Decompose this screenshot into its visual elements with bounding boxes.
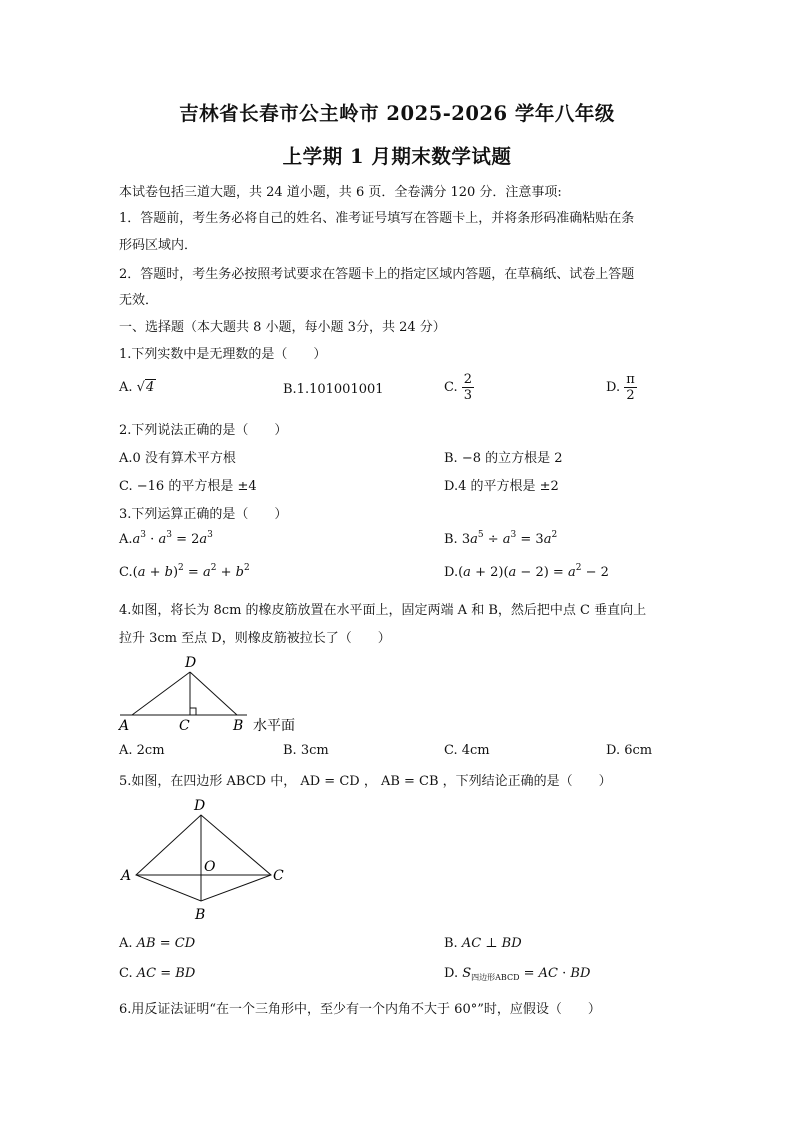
q1-option-c-label: C.: [444, 380, 458, 395]
q4-label-c: C: [179, 718, 190, 734]
q3-option-c: $C.(a + b)^2 = a^2 + b^2$: [119, 563, 250, 580]
q5-option-a-label: A.: [119, 936, 133, 951]
instructions-note-2-line-1: 2．答题时，考生务必按照考试要求在答题卡上的指定区域内答题，在草稿纸、试卷上答题: [119, 267, 635, 282]
q1-option-a: [119, 380, 156, 395]
q5-option-b-label: B.: [444, 936, 458, 951]
q5-label-o: O: [204, 859, 216, 875]
q5-option-d-label: D.: [444, 966, 459, 981]
q5-option-c: C. AC = BD: [119, 966, 196, 981]
q1-option-a-label: A.: [119, 380, 133, 395]
q1-option-a-sqrt: √4: [136, 380, 155, 395]
q5-figure: [112, 795, 292, 925]
q1-stem: 1.下列实数中是无理数的是（ ）: [119, 347, 327, 362]
title-line-1: 吉林省长春市公主岭市 2025-2026 学年八年级: [179, 102, 615, 125]
q1-option-d-fraction: [624, 372, 637, 403]
q3-option-c-label: C.: [119, 565, 133, 580]
q5-label-b: B: [195, 907, 206, 923]
section-1-heading: 一、选择题（本大题共 8 小题，每小题 3分，共 24 分）: [119, 320, 446, 335]
q4-label-d: D: [185, 655, 197, 671]
q1-option-d-denominator: 2: [626, 388, 635, 403]
q1-option-c-denominator: 3: [463, 388, 473, 403]
q5-stem: 5.如图，在四边形 ABCD 中， AD = CD ， AB = CB ，下列结论正确的是（ ）: [119, 774, 612, 789]
q3-option-d-label: D.: [444, 565, 459, 580]
q3-option-b: B. $3a^5 \div a^3 = 3a^2$: [444, 530, 558, 547]
q3-option-d: $D.(a + 2)(a - 2) = a^2 - 2$: [444, 563, 609, 580]
q5-option-d-subscript: 四边形ABCD: [471, 973, 520, 982]
q3-option-b-label: B.: [444, 532, 458, 547]
q3-option-a: $A.a^3 \cdot a^3 = 2a^3$: [119, 530, 213, 547]
q5-label-d: D: [194, 798, 206, 814]
q4-option-b: B. 3cm: [283, 743, 329, 758]
q5-option-a: A. AB = CD: [119, 936, 196, 951]
q4-segment-ad: [132, 672, 190, 715]
q4-right-angle-mark: [190, 708, 196, 715]
q4-label-b: B: [233, 718, 244, 734]
q1-option-d-label: D.: [606, 380, 621, 395]
q4-figure: [112, 652, 322, 734]
q5-quadrilateral: [136, 815, 271, 901]
q5-option-c-label: C.: [119, 966, 133, 981]
q4-option-c: C. 4cm: [444, 743, 490, 758]
instructions-note-1-line-2: 形码区域内．: [119, 238, 198, 253]
q5-label-a: A: [121, 868, 132, 884]
q3-option-a-label: A.: [119, 532, 133, 547]
q4-label-ground: 水平面: [253, 718, 295, 734]
instructions-note-1-line-1: 1．答题前，考生务必将自己的姓名、准考证号填写在答题卡上，并将条形码准确粘贴在条: [119, 211, 635, 226]
instructions-intro: 本试卷包括三道大题，共 24 道小题，共 6 页．全卷满分 120 分．注意事项:: [119, 185, 562, 200]
instructions-note-2-line-2: 无效．: [119, 293, 159, 308]
q4-stem-line-1: 4.如图，将长为 8cm 的橡皮筋放置在水平面上，固定两端 A 和 B，然后把中点 C 垂直向上: [119, 603, 647, 618]
q5-label-c: C: [273, 868, 284, 884]
q1-option-c-numerator: 2: [463, 372, 473, 387]
q1-option-c-fraction: [462, 372, 474, 403]
q5-option-b: B. AC ⊥ BD: [444, 936, 522, 951]
q1-option-b: B.1.101001001: [283, 382, 384, 397]
q5-option-d: D. $S_{四边形ABCD}$ = AC · BD: [444, 966, 591, 982]
q4-stem-line-2: 拉升 3cm 至点 D，则橡皮筋被拉长了（ ）: [119, 631, 391, 646]
q2-option-b: B. −8 的立方根是 2: [444, 451, 563, 466]
q2-option-a: A.0 没有算术平方根: [119, 451, 236, 466]
q3-stem: 3.下列运算正确的是（ ）: [119, 507, 288, 522]
q2-option-d: D.4 的平方根是 ±2: [444, 479, 559, 494]
q1-option-d-numerator: π: [626, 372, 635, 387]
q4-option-a: A. 2cm: [119, 743, 165, 758]
q1-option-a-radicand: 4: [145, 380, 155, 395]
title-line-2: 上学期 1 月期末数学试题: [282, 145, 512, 168]
q2-option-c: C. −16 的平方根是 ±4: [119, 479, 257, 494]
q4-option-d: D. 6cm: [606, 743, 653, 758]
q2-stem: 2.下列说法正确的是（ ）: [119, 423, 288, 438]
q4-segment-db: [190, 672, 237, 715]
q6-stem: 6.用反证法证明“在一个三角形中，至少有一个内角不大于 60°”时，应假设（ ）: [119, 1002, 601, 1017]
q4-label-a: A: [119, 718, 130, 734]
q1-option-d: [606, 372, 637, 403]
q1-option-c: [444, 372, 474, 403]
